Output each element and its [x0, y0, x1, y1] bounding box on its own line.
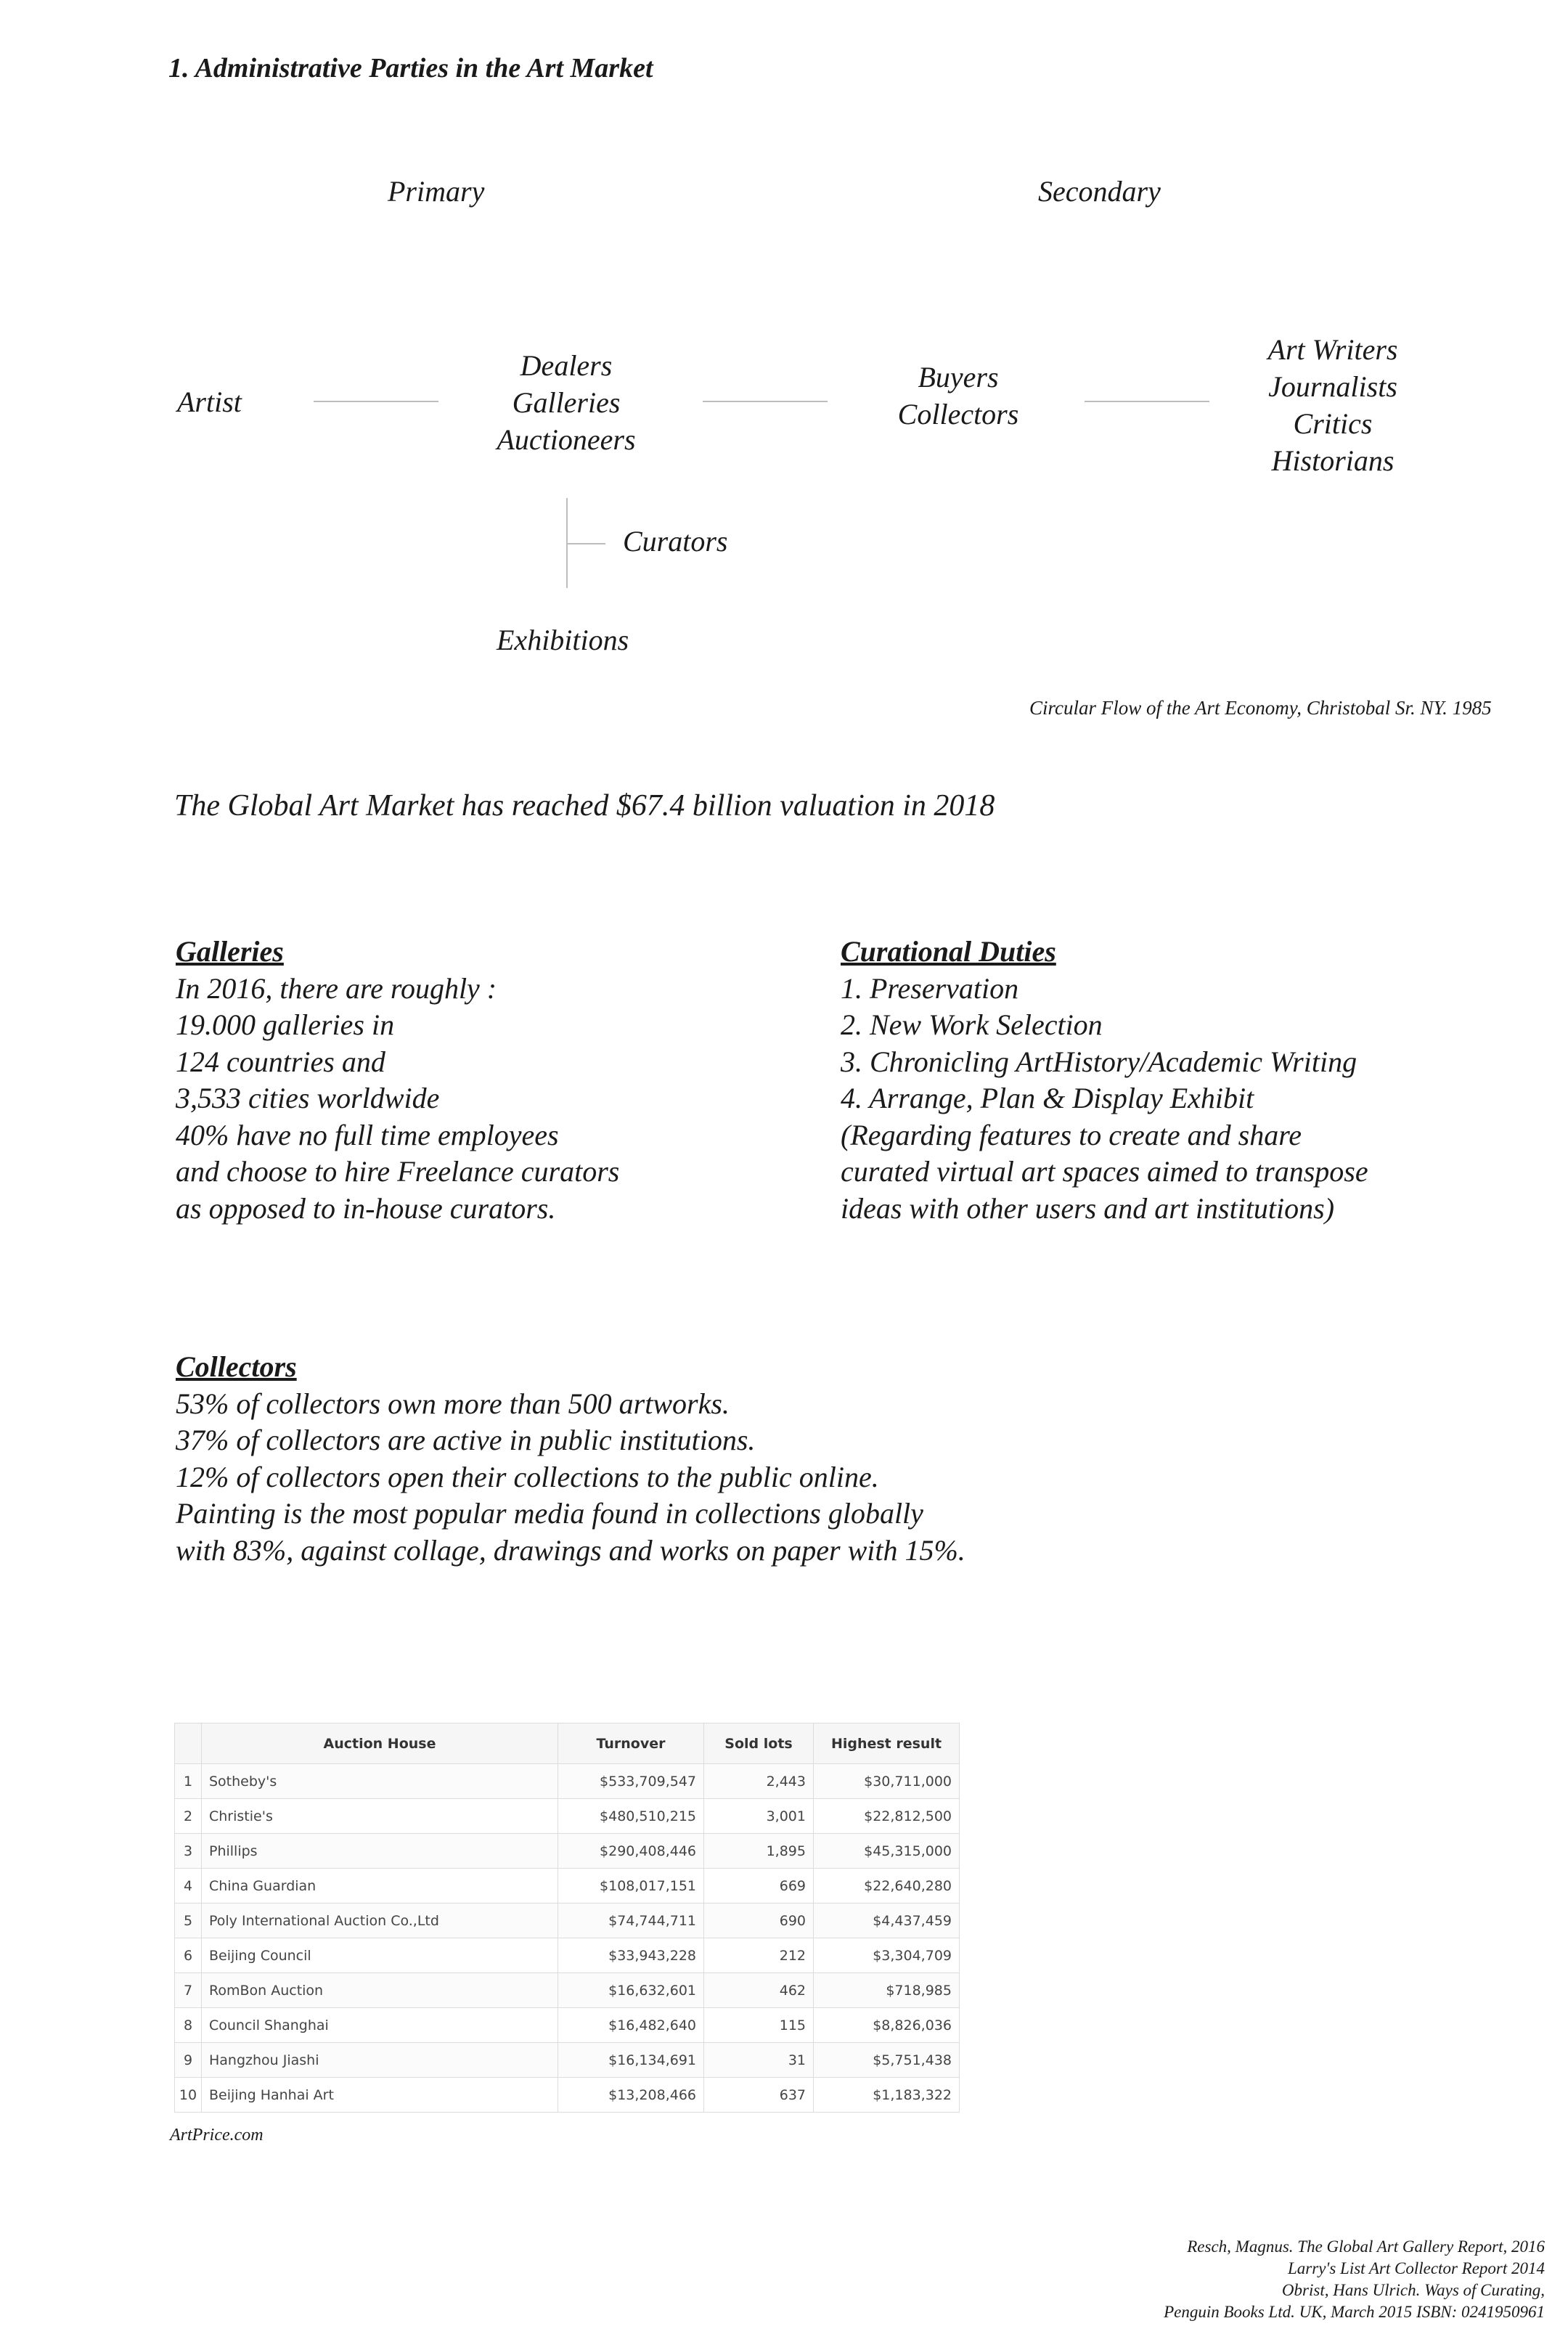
references	[1164, 2236, 1545, 2323]
turnover-cell: $480,510,215	[558, 1799, 704, 1834]
text-line: 37% of collectors are active in public institutions.	[176, 1424, 756, 1456]
rank-cell: 5	[175, 1904, 202, 1938]
node-line: Journalists	[1268, 370, 1397, 403]
text-line: 124 countries and	[176, 1045, 385, 1078]
house-cell: Poly International Auction Co.,Ltd	[202, 1904, 558, 1938]
sold-lots-cell: 690	[704, 1904, 814, 1938]
text-line: and choose to hire Freelance curators	[176, 1155, 620, 1188]
duties-section	[841, 934, 1368, 1227]
rank-cell: 7	[175, 1973, 202, 2008]
rank-cell: 1	[175, 1764, 202, 1799]
market-headline: The Global Art Market has reached $67.4 billion valuation in 2018	[174, 789, 995, 823]
house-cell: China Guardian	[202, 1869, 558, 1904]
sold-lots-cell: 212	[704, 1938, 814, 1973]
text-line: In 2016, there are roughly :	[176, 971, 497, 1005]
text-line: with 83%, against collage, drawings and works on paper with 15%.	[176, 1533, 965, 1567]
galleries-heading: Galleries	[176, 935, 284, 968]
intermediaries-node	[479, 347, 653, 458]
node-line: Critics	[1293, 407, 1373, 440]
table-row	[175, 2008, 960, 2043]
sold-lots-cell: 2,443	[704, 1764, 814, 1799]
sold-lots-cell: 669	[704, 1869, 814, 1904]
table-row	[175, 1799, 960, 1834]
rank-cell: 9	[175, 2043, 202, 2078]
connector-line	[568, 543, 605, 544]
exhibitions-node: Exhibitions	[497, 624, 629, 656]
connector-line	[1085, 401, 1209, 402]
commentators-node	[1246, 331, 1420, 479]
highest-result-cell: $45,315,000	[814, 1834, 960, 1869]
highest-result-cell: $718,985	[814, 1973, 960, 2008]
highest-result-cell: $22,812,500	[814, 1799, 960, 1834]
text-line: 3,533 cities worldwide	[176, 1082, 440, 1114]
house-cell: Sotheby's	[202, 1764, 558, 1799]
node-line: Dealers	[520, 349, 613, 382]
rank-cell: 4	[175, 1869, 202, 1904]
auction-table	[174, 1723, 960, 2113]
reference-line: Obrist, Hans Ulrich. Ways of Curating,	[1281, 2281, 1545, 2299]
text-line: 12% of collectors open their collections to the public online.	[176, 1460, 879, 1493]
turnover-cell: $108,017,151	[558, 1869, 704, 1904]
connector-line	[314, 401, 438, 402]
turnover-cell: $74,744,711	[558, 1904, 704, 1938]
highest-result-cell: $5,751,438	[814, 2043, 960, 2078]
rank-cell: 10	[175, 2078, 202, 2113]
turnover-cell: $290,408,446	[558, 1834, 704, 1869]
sold-lots-cell: 462	[704, 1973, 814, 2008]
sold-lots-cell: 31	[704, 2043, 814, 2078]
column-header: Highest result	[814, 1723, 960, 1764]
table-row	[175, 1764, 960, 1799]
table-row	[175, 1973, 960, 2008]
house-cell: Beijing Hanhai Art	[202, 2078, 558, 2113]
text-line: 19.000 galleries in	[176, 1008, 395, 1041]
page-title: 1. Administrative Parties in the Art Market	[168, 53, 653, 83]
table-header-row	[175, 1723, 960, 1764]
duties-heading: Curational Duties	[841, 935, 1056, 968]
rank-cell: 6	[175, 1938, 202, 1973]
sold-lots-cell: 637	[704, 2078, 814, 2113]
text-line: 53% of collectors own more than 500 artworks.	[176, 1387, 730, 1420]
column-header: Sold lots	[704, 1723, 814, 1764]
highest-result-cell: $4,437,459	[814, 1904, 960, 1938]
turnover-cell: $16,134,691	[558, 2043, 704, 2078]
sold-lots-cell: 3,001	[704, 1799, 814, 1834]
house-cell: Phillips	[202, 1834, 558, 1869]
column-header: Auction House	[202, 1723, 558, 1764]
node-line: Art Writers	[1267, 333, 1398, 366]
house-cell: Council Shanghai	[202, 2008, 558, 2043]
column-header	[175, 1723, 202, 1764]
house-cell: Hangzhou Jiashi	[202, 2043, 558, 2078]
sold-lots-cell: 1,895	[704, 1834, 814, 1869]
rank-cell: 3	[175, 1834, 202, 1869]
buyers-node	[871, 359, 1045, 433]
table-row	[175, 1869, 960, 1904]
reference-line: Resch, Magnus. The Global Art Gallery Report, 2016	[1187, 2237, 1545, 2256]
collectors-heading: Collectors	[176, 1350, 297, 1383]
text-line: (Regarding features to create and share	[841, 1118, 1302, 1151]
text-line: 40% have no full time employees	[176, 1118, 559, 1151]
highest-result-cell: $1,183,322	[814, 2078, 960, 2113]
reference-line: Penguin Books Ltd. UK, March 2015 ISBN: 0241950961	[1164, 2303, 1545, 2321]
rank-cell: 2	[175, 1799, 202, 1834]
text-line: 4. Arrange, Plan & Display Exhibit	[841, 1082, 1254, 1114]
text-line: 1. Preservation	[841, 971, 1019, 1005]
highest-result-cell: $3,304,709	[814, 1938, 960, 1973]
diagram-caption: Circular Flow of the Art Economy, Christobal Sr. NY. 1985	[1029, 697, 1492, 719]
turnover-cell: $13,208,466	[558, 2078, 704, 2113]
highest-result-cell: $22,640,280	[814, 1869, 960, 1904]
column-header: Turnover	[558, 1723, 704, 1764]
table-row	[175, 2078, 960, 2113]
highest-result-cell: $30,711,000	[814, 1764, 960, 1799]
text-line: curated virtual art spaces aimed to transpose	[841, 1155, 1368, 1188]
table-row	[175, 1834, 960, 1869]
node-line: Buyers	[918, 361, 999, 393]
node-line: Collectors	[897, 398, 1019, 431]
turnover-cell: $33,943,228	[558, 1938, 704, 1973]
house-cell: Christie's	[202, 1799, 558, 1834]
auction-table-wrapper	[174, 1723, 960, 2115]
node-line: Auctioneers	[497, 423, 636, 456]
table-row	[175, 2043, 960, 2078]
table-row	[175, 1938, 960, 1973]
primary-label: Primary	[388, 175, 485, 208]
turnover-cell: $533,709,547	[558, 1764, 704, 1799]
text-line: 2. New Work Selection	[841, 1008, 1103, 1041]
house-cell: RomBon Auction	[202, 1973, 558, 2008]
sold-lots-cell: 115	[704, 2008, 814, 2043]
text-line: Painting is the most popular media found in collections globally	[176, 1497, 923, 1530]
text-line: 3. Chronicling ArtHistory/Academic Writing	[841, 1045, 1357, 1078]
connector-line	[703, 401, 828, 402]
secondary-label: Secondary	[1038, 175, 1161, 208]
turnover-cell: $16,632,601	[558, 1973, 704, 2008]
turnover-cell: $16,482,640	[558, 2008, 704, 2043]
house-cell: Beijing Council	[202, 1938, 558, 1973]
table-row	[175, 1904, 960, 1938]
node-line: Galleries	[512, 386, 621, 419]
collectors-section	[176, 1349, 965, 1569]
text-line: ideas with other users and art institutions)	[841, 1191, 1335, 1225]
text-line: as opposed to in-house curators.	[176, 1191, 556, 1225]
curators-node: Curators	[623, 525, 728, 558]
galleries-section	[176, 934, 619, 1227]
table-source: ArtPrice.com	[170, 2126, 264, 2145]
highest-result-cell: $8,826,036	[814, 2008, 960, 2043]
rank-cell: 8	[175, 2008, 202, 2043]
artist-node: Artist	[177, 385, 242, 418]
node-line: Historians	[1271, 444, 1395, 477]
reference-line: Larry's List Art Collector Report 2014	[1288, 2259, 1545, 2277]
